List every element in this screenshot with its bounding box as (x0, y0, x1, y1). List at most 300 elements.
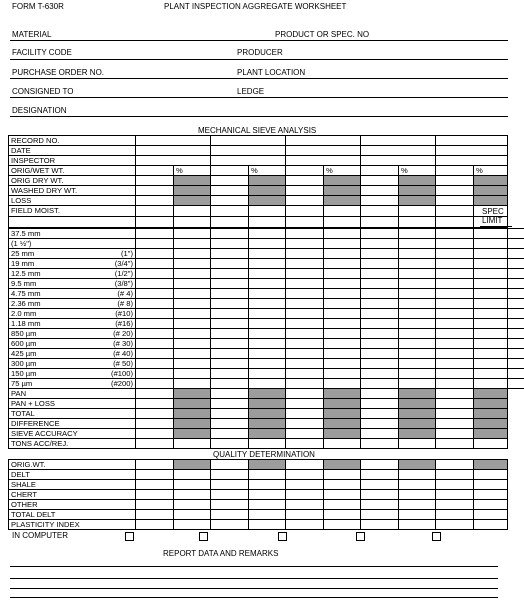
sieve-cell[interactable] (136, 279, 174, 289)
sieve-cell[interactable] (361, 319, 399, 329)
sieve-cell[interactable] (436, 339, 474, 349)
sieve-cell[interactable] (249, 339, 286, 349)
sieve-cell[interactable] (174, 379, 211, 389)
sieve-cell[interactable] (324, 319, 361, 329)
sieve-cell[interactable] (399, 359, 436, 369)
sieve-cell[interactable] (399, 339, 436, 349)
sieve-label (9, 349, 136, 359)
totals-cell[interactable] (136, 409, 174, 419)
totals-cell[interactable] (361, 399, 399, 409)
sieve-cell[interactable] (436, 239, 474, 249)
sieve-cell[interactable] (286, 279, 324, 289)
quality-cell[interactable] (399, 500, 436, 510)
sieve-cell[interactable] (136, 359, 174, 369)
sieve-cell[interactable] (324, 289, 361, 299)
sieve-cell[interactable] (436, 359, 474, 369)
sieve-cell[interactable] (211, 289, 249, 299)
sieve-cell[interactable] (136, 259, 174, 269)
quality-cell[interactable] (436, 510, 474, 520)
sieve-cell[interactable] (174, 249, 211, 259)
spec-limit-cell[interactable] (508, 229, 524, 239)
sieve-cell[interactable] (399, 349, 436, 359)
sieve-cell[interactable] (399, 259, 436, 269)
totals-cell[interactable] (436, 439, 474, 449)
sieve-cell[interactable] (249, 369, 286, 379)
quality-cell[interactable] (474, 510, 508, 520)
sieve-cell[interactable] (324, 299, 361, 309)
sieve-cell[interactable] (136, 329, 174, 339)
quality-cell[interactable] (174, 490, 211, 500)
quality-cell[interactable] (361, 520, 399, 530)
quality-cell[interactable] (286, 500, 324, 510)
quality-cell[interactable] (361, 470, 399, 480)
sieve-cell[interactable] (436, 229, 474, 239)
totals-cell[interactable] (136, 429, 174, 439)
spec-limit-cell[interactable] (508, 259, 524, 269)
sieve-cell[interactable] (474, 239, 508, 249)
spec-limit-cell[interactable] (508, 299, 524, 309)
totals-cell[interactable] (286, 439, 324, 449)
sieve-cell[interactable] (249, 259, 286, 269)
sieve-cell[interactable] (361, 329, 399, 339)
sieve-cell[interactable] (361, 229, 399, 239)
sieve-cell[interactable] (324, 269, 361, 279)
sieve-cell[interactable] (324, 349, 361, 359)
quality-cell[interactable] (436, 460, 474, 470)
quality-cell[interactable] (324, 500, 361, 510)
quality-cell[interactable] (249, 490, 286, 500)
sieve-cell[interactable] (136, 339, 174, 349)
quality-cell[interactable] (211, 520, 249, 530)
sieve-cell[interactable] (399, 289, 436, 299)
sieve-cell[interactable] (474, 309, 508, 319)
totals-cell[interactable] (211, 429, 249, 439)
sieve-cell[interactable] (286, 299, 324, 309)
sieve-cell[interactable] (174, 359, 211, 369)
facility-line[interactable] (10, 59, 508, 60)
sieve-cell[interactable] (399, 269, 436, 279)
in-computer-checkbox[interactable] (432, 532, 441, 541)
quality-cell[interactable] (136, 500, 174, 510)
totals-cell[interactable] (136, 399, 174, 409)
quality-cell[interactable] (474, 500, 508, 510)
sieve-cell[interactable] (174, 319, 211, 329)
quality-cell[interactable] (324, 510, 361, 520)
sieve-cell[interactable] (174, 239, 211, 249)
quality-cell[interactable] (324, 470, 361, 480)
sieve-cell[interactable] (436, 289, 474, 299)
remarks-line[interactable] (10, 588, 498, 589)
sieve-cell[interactable] (249, 319, 286, 329)
sieve-cell[interactable] (249, 249, 286, 259)
quality-cell[interactable] (399, 510, 436, 520)
sieve-cell[interactable] (474, 249, 508, 259)
sieve-cell[interactable] (474, 339, 508, 349)
quality-cell[interactable] (174, 470, 211, 480)
sieve-cell[interactable] (399, 249, 436, 259)
sieve-cell[interactable] (399, 279, 436, 289)
quality-cell[interactable] (361, 500, 399, 510)
quality-cell[interactable] (211, 490, 249, 500)
sieve-cell[interactable] (361, 379, 399, 389)
quality-cell[interactable] (361, 490, 399, 500)
sieve-cell[interactable] (211, 249, 249, 259)
spec-limit-cell[interactable] (508, 379, 524, 389)
quality-cell[interactable] (211, 460, 249, 470)
sieve-cell[interactable] (286, 319, 324, 329)
sieve-cell[interactable] (474, 259, 508, 269)
sieve-cell[interactable] (136, 289, 174, 299)
totals-cell[interactable] (286, 389, 324, 399)
sieve-cell[interactable] (399, 329, 436, 339)
totals-cell[interactable] (211, 399, 249, 409)
totals-cell[interactable] (286, 429, 324, 439)
sieve-number: (1/2") (114, 268, 133, 278)
in-computer-checkbox[interactable] (278, 532, 287, 541)
sieve-cell[interactable] (136, 349, 174, 359)
sieve-cell[interactable] (361, 289, 399, 299)
totals-cell[interactable] (436, 419, 474, 429)
quality-cell[interactable] (211, 480, 249, 490)
quality-cell[interactable] (286, 490, 324, 500)
sieve-cell[interactable] (361, 299, 399, 309)
sieve-cell[interactable] (361, 279, 399, 289)
quality-cell[interactable] (436, 520, 474, 530)
quality-cell[interactable] (136, 480, 174, 490)
sieve-number: (#200) (111, 378, 133, 388)
spec-limit-cell[interactable] (508, 269, 524, 279)
spec-limit-cell[interactable] (508, 359, 524, 369)
totals-cell[interactable] (361, 419, 399, 429)
sieve-cell[interactable] (436, 249, 474, 259)
sieve-cell[interactable] (286, 339, 324, 349)
sieve-cell[interactable] (174, 339, 211, 349)
spec-limit-cell[interactable] (508, 249, 524, 259)
sieve-cell[interactable] (361, 309, 399, 319)
spec-limit-cell[interactable] (508, 329, 524, 339)
spec-limit-cell[interactable] (508, 349, 524, 359)
sieve-cell[interactable] (324, 259, 361, 269)
sieve-cell[interactable] (249, 299, 286, 309)
quality-cell[interactable] (324, 480, 361, 490)
sieve-cell[interactable] (286, 329, 324, 339)
sieve-cell[interactable] (474, 229, 508, 239)
totals-cell[interactable] (286, 399, 324, 409)
sieve-cell[interactable] (211, 229, 249, 239)
sieve-cell[interactable] (361, 269, 399, 279)
sieve-cell[interactable] (324, 329, 361, 339)
quality-cell[interactable] (399, 480, 436, 490)
totals-cell[interactable] (361, 409, 399, 419)
totals-cell[interactable] (286, 409, 324, 419)
totals-cell[interactable] (249, 439, 286, 449)
quality-cell[interactable] (249, 480, 286, 490)
quality-cell[interactable] (211, 470, 249, 480)
quality-cell[interactable] (249, 510, 286, 520)
quality-cell[interactable] (436, 500, 474, 510)
sieve-cell[interactable] (286, 259, 324, 269)
sieve-cell[interactable] (211, 239, 249, 249)
totals-cell[interactable] (324, 439, 361, 449)
sieve-cell[interactable] (324, 359, 361, 369)
sieve-cell[interactable] (286, 239, 324, 249)
sieve-cell[interactable] (174, 299, 211, 309)
sieve-cell[interactable] (324, 239, 361, 249)
quality-cell[interactable] (361, 510, 399, 520)
sieve-cell[interactable] (436, 319, 474, 329)
sieve-cell[interactable] (174, 279, 211, 289)
quality-cell[interactable] (136, 490, 174, 500)
sieve-cell[interactable] (211, 269, 249, 279)
sieve-cell[interactable] (436, 369, 474, 379)
sieve-label (9, 279, 136, 289)
sieve-cell[interactable] (361, 369, 399, 379)
totals-cell[interactable] (436, 429, 474, 439)
sieve-cell[interactable] (286, 379, 324, 389)
quality-cell[interactable] (361, 460, 399, 470)
totals-cell[interactable] (436, 389, 474, 399)
sieve-cell[interactable] (174, 259, 211, 269)
sieve-cell[interactable] (286, 309, 324, 319)
sieve-cell[interactable] (136, 309, 174, 319)
sieve-cell[interactable] (474, 279, 508, 289)
sieve-cell[interactable] (399, 229, 436, 239)
sieve-cell[interactable] (286, 269, 324, 279)
totals-cell[interactable] (436, 409, 474, 419)
sieve-cell[interactable] (174, 329, 211, 339)
sieve-cell[interactable] (436, 299, 474, 309)
quality-cell[interactable] (174, 500, 211, 510)
sieve-cell[interactable] (399, 299, 436, 309)
quality-cell[interactable] (286, 520, 324, 530)
sieve-cell[interactable] (249, 329, 286, 339)
material-line[interactable] (10, 40, 508, 41)
sieve-cell[interactable] (211, 309, 249, 319)
sieve-cell[interactable] (436, 269, 474, 279)
sieve-cell[interactable] (324, 379, 361, 389)
sieve-cell[interactable] (136, 269, 174, 279)
sieve-cell[interactable] (361, 259, 399, 269)
quality-cell[interactable] (174, 480, 211, 490)
totals-cell[interactable] (136, 389, 174, 399)
totals-label: PAN + LOSS (9, 399, 136, 409)
sieve-cell[interactable] (174, 269, 211, 279)
shaded-cell (174, 409, 211, 419)
sieve-cell[interactable] (211, 369, 249, 379)
totals-cell[interactable] (361, 439, 399, 449)
sieve-cell[interactable] (249, 289, 286, 299)
quality-cell[interactable] (474, 470, 508, 480)
sieve-cell[interactable] (249, 239, 286, 249)
sieve-label (9, 269, 136, 279)
sieve-cell[interactable] (211, 339, 249, 349)
sieve-cell[interactable] (399, 239, 436, 249)
sieve-cell[interactable] (361, 359, 399, 369)
sieve-cell[interactable] (174, 229, 211, 239)
quality-cell[interactable] (286, 470, 324, 480)
sieve-cell[interactable] (474, 359, 508, 369)
totals-cell[interactable] (211, 439, 249, 449)
sieve-cell[interactable] (361, 249, 399, 259)
totals-cell[interactable] (211, 409, 249, 419)
quality-cell[interactable] (436, 470, 474, 480)
sieve-cell[interactable] (399, 319, 436, 329)
totals-cell[interactable] (136, 419, 174, 429)
sieve-cell[interactable] (174, 349, 211, 359)
sieve-cell[interactable] (211, 329, 249, 339)
sieve-cell[interactable] (474, 369, 508, 379)
sieve-cell[interactable] (211, 349, 249, 359)
in-computer-checkbox[interactable] (125, 532, 134, 541)
totals-cell[interactable] (361, 389, 399, 399)
quality-cell[interactable] (211, 500, 249, 510)
quality-cell[interactable] (174, 520, 211, 530)
sieve-cell[interactable] (211, 379, 249, 389)
sieve-cell[interactable] (324, 339, 361, 349)
totals-cell[interactable] (211, 389, 249, 399)
sieve-cell[interactable] (211, 259, 249, 269)
designation-line[interactable] (10, 116, 508, 117)
spec-limit-cell[interactable] (508, 339, 524, 349)
quality-cell[interactable] (211, 510, 249, 520)
sieve-cell[interactable] (286, 229, 324, 239)
quality-cell[interactable] (249, 500, 286, 510)
quality-cell[interactable] (136, 460, 174, 470)
totals-cell[interactable] (211, 419, 249, 429)
quality-cell[interactable] (324, 520, 361, 530)
spec-limit-cell[interactable] (508, 279, 524, 289)
sieve-cell[interactable] (474, 349, 508, 359)
consigned-line[interactable] (10, 97, 508, 98)
quality-cell[interactable] (361, 480, 399, 490)
sieve-cell[interactable] (436, 279, 474, 289)
percent-label: % (474, 166, 508, 176)
sieve-cell[interactable] (324, 249, 361, 259)
sieve-cell[interactable] (136, 239, 174, 249)
sieve-cell[interactable] (211, 279, 249, 289)
sieve-cell[interactable] (136, 249, 174, 259)
sieve-cell[interactable] (249, 359, 286, 369)
sieve-cell[interactable] (286, 369, 324, 379)
quality-row (9, 480, 508, 490)
quality-cell[interactable] (474, 490, 508, 500)
quality-cell[interactable] (399, 490, 436, 500)
sieve-cell[interactable] (474, 329, 508, 339)
sieve-cell[interactable] (399, 369, 436, 379)
remarks-line[interactable] (10, 566, 498, 567)
sieve-cell[interactable] (436, 379, 474, 389)
sieve-cell[interactable] (249, 279, 286, 289)
sieve-cell[interactable] (474, 289, 508, 299)
sieve-cell[interactable] (249, 269, 286, 279)
sieve-cell[interactable] (211, 359, 249, 369)
spec-limit-cell[interactable] (508, 289, 524, 299)
totals-cell[interactable] (361, 429, 399, 439)
quality-cell[interactable] (174, 510, 211, 520)
sieve-cell[interactable] (436, 329, 474, 339)
totals-cell[interactable] (286, 419, 324, 429)
sieve-cell[interactable] (286, 349, 324, 359)
sieve-cell[interactable] (136, 369, 174, 379)
sieve-cell[interactable] (174, 369, 211, 379)
sieve-cell[interactable] (474, 269, 508, 279)
quality-cell[interactable] (324, 490, 361, 500)
sieve-cell[interactable] (474, 319, 508, 329)
sieve-cell[interactable] (474, 299, 508, 309)
quality-cell[interactable] (249, 520, 286, 530)
sieve-cell[interactable] (136, 379, 174, 389)
sieve-cell[interactable] (324, 229, 361, 239)
totals-cell[interactable] (399, 439, 436, 449)
sieve-cell[interactable] (361, 349, 399, 359)
sieve-cell[interactable] (324, 309, 361, 319)
quality-cell[interactable] (399, 520, 436, 530)
quality-cell[interactable] (474, 520, 508, 530)
sieve-cell[interactable] (136, 299, 174, 309)
remarks-line[interactable] (10, 578, 498, 579)
sieve-cell[interactable] (436, 309, 474, 319)
quality-cell[interactable] (399, 470, 436, 480)
sieve-cell[interactable] (399, 379, 436, 389)
quality-cell[interactable] (474, 480, 508, 490)
sieve-cell[interactable] (211, 319, 249, 329)
row-label: ORIG/WET WT. (9, 166, 136, 176)
remarks-line[interactable] (10, 597, 498, 598)
sieve-cell[interactable] (174, 289, 211, 299)
quality-cell[interactable] (249, 470, 286, 480)
spec-limit-cell[interactable] (508, 369, 524, 379)
sieve-cell[interactable] (361, 339, 399, 349)
sieve-cell[interactable] (211, 299, 249, 309)
quality-cell[interactable] (136, 510, 174, 520)
sieve-cell[interactable] (436, 259, 474, 269)
spec-limit-cell[interactable] (508, 239, 524, 249)
spec-limit-cell[interactable] (508, 309, 524, 319)
totals-cell[interactable] (174, 439, 211, 449)
sieve-cell[interactable] (324, 369, 361, 379)
totals-cell[interactable] (474, 439, 508, 449)
sieve-cell[interactable] (286, 359, 324, 369)
quality-cell[interactable] (436, 480, 474, 490)
sieve-cell[interactable] (249, 309, 286, 319)
purchase-order-line[interactable] (10, 78, 508, 79)
quality-cell[interactable] (286, 480, 324, 490)
sieve-cell[interactable] (474, 379, 508, 389)
sieve-cell[interactable] (361, 239, 399, 249)
quality-cell[interactable] (436, 490, 474, 500)
sieve-cell[interactable] (436, 349, 474, 359)
sieve-cell[interactable] (136, 319, 174, 329)
totals-cell[interactable] (136, 439, 174, 449)
sieve-cell[interactable] (249, 229, 286, 239)
totals-cell[interactable] (436, 399, 474, 409)
quality-cell[interactable] (286, 460, 324, 470)
sieve-cell[interactable] (286, 289, 324, 299)
sieve-cell[interactable] (399, 309, 436, 319)
sieve-cell[interactable] (324, 279, 361, 289)
in-computer-checkbox[interactable] (356, 532, 365, 541)
in-computer-checkbox[interactable] (199, 532, 208, 541)
sieve-cell[interactable] (249, 379, 286, 389)
sieve-cell[interactable] (249, 349, 286, 359)
quality-cell[interactable] (286, 510, 324, 520)
sieve-cell[interactable] (286, 249, 324, 259)
quality-cell[interactable] (136, 520, 174, 530)
quality-cell[interactable] (136, 470, 174, 480)
sieve-cell[interactable] (136, 229, 174, 239)
sieve-cell[interactable] (174, 309, 211, 319)
spec-limit-cell[interactable] (508, 319, 524, 329)
